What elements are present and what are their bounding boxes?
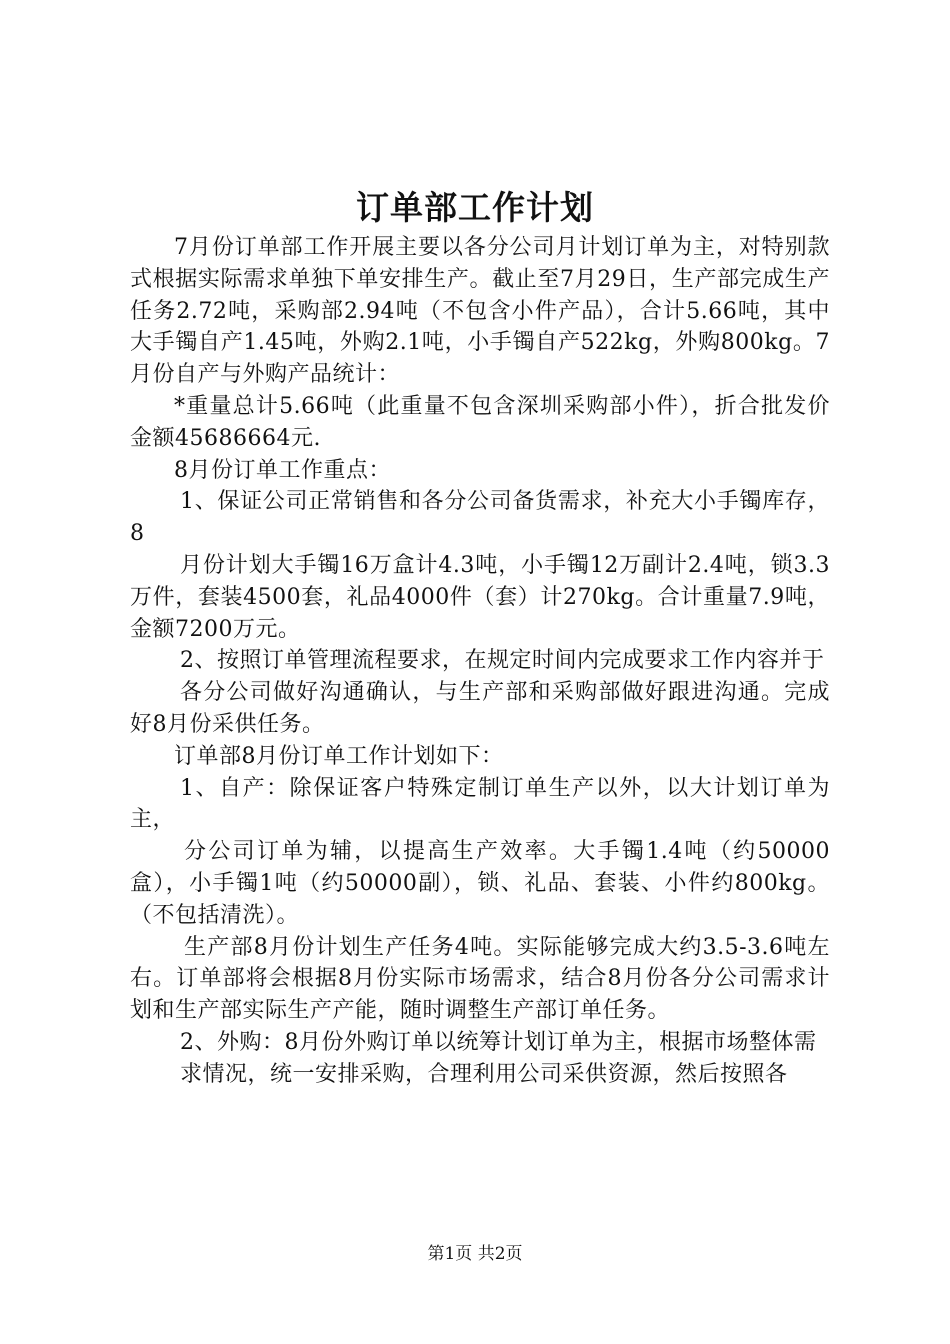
paragraph: 分公司订单为辅，以提高生产效率。大手镯1.4吨（约50000盒），小手镯1吨（约50000副），锁、礼品、套装、小件约800kg。（不包括清洗）。 (130, 839, 830, 928)
paragraph: 1、自产：除保证客户特殊定制订单生产以外，以大计划订单为主， (130, 775, 830, 833)
paragraph: 生产部8月份计划生产任务4吨。实际能够完成大约3.5-3.6吨左右。订单部将会根据8月份实际市场需求，结合8月份各分公司需求计划和生产部实际生产产能，随时调整生产部订单任务。 (130, 934, 830, 1024)
paragraph: *重量总计5.66吨（此重量不包含深圳采购部小件），折合批发价金额45686664元. (130, 393, 830, 451)
paragraph: 8月份订单工作重点： (174, 457, 391, 483)
paragraph: 1、保证公司正常销售和各分公司备货需求，补充大小手镯库存，8 (130, 489, 830, 547)
page-indicator: 第1页 共2页 (427, 1244, 523, 1264)
paragraph: 月份计划大手镯16万盒计4.3吨，小手镯12万副计2.4吨，锁3.3万件，套装4500套，礼品4000件（套）计270kg。合计重量7.9吨，金额7200万元。 (130, 552, 830, 642)
paragraph: 7月份订单部工作开展主要以各分公司月计划订单为主，对特别款式根据实际需求单独下单安排生产。截止至7月29日，生产部完成生产任务2.72吨，采购部2.94吨（不包含小件产品），合计5.66吨，其中大手镯自产1.45吨，外购2.1吨，小手镯自产522kg，外购800kg。7月份自产与外购产品统计： (130, 235, 830, 388)
paragraph: 2、按照订单管理流程要求，在规定时间内完成要求工作内容并于 (180, 648, 825, 674)
paragraph: 求情况，统一安排采购，合理利用公司采供资源，然后按照各 (180, 1061, 788, 1087)
paragraph: 2、外购：8月份外购订单以统筹计划订单为主，根据市场整体需 (180, 1029, 817, 1055)
paragraph: 订单部8月份订单工作计划如下： (174, 743, 504, 769)
document-title: 订单部工作计划 (356, 188, 594, 227)
paragraph: 各分公司做好沟通确认，与生产部和采购部做好跟进沟通。完成好8月份采供任务。 (130, 680, 830, 737)
document-body (130, 232, 830, 1091)
